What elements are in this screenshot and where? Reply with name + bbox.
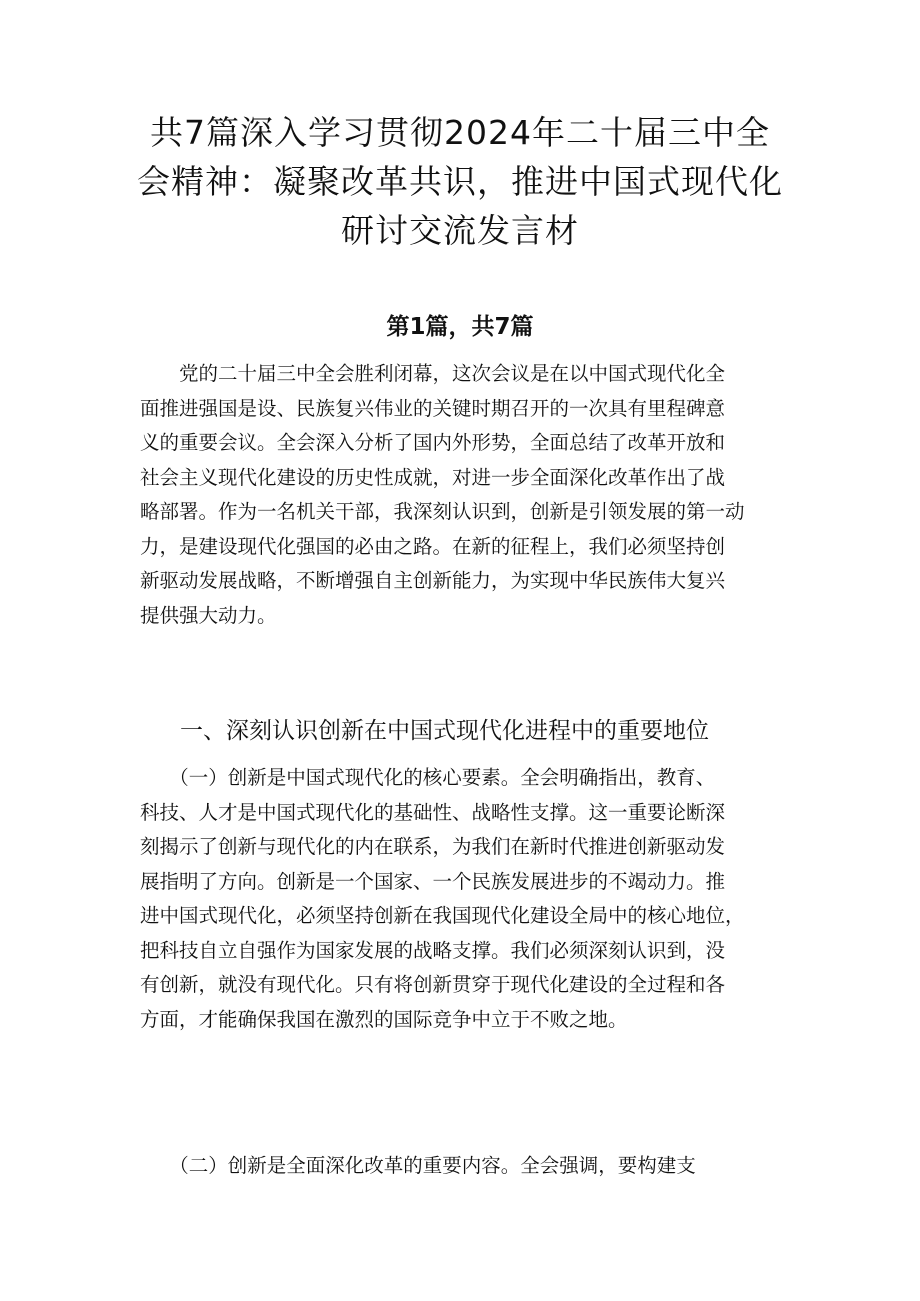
section1-paragraph [140,761,782,1037]
document-title [130,108,790,255]
paragraph-line: 提供强大动力。 [140,603,277,627]
paragraph-line: 党的二十届三中全会胜利闭幕，这次会议是在以中国式现代化全 [140,362,726,385]
intro-paragraph [140,357,782,633]
paragraph-line: 面推进强国是设、民族复兴伟业的关键时期召开的一次具有里程碑意 [140,396,726,420]
section2-paragraph [140,1149,782,1184]
title-line: 共7篇深入学习贯彻2024年二十届三中全 [150,113,770,152]
paragraph-line: 进中国式现代化，必须坚持创新在我国现代化建设全局中的核心地位， [140,904,745,927]
paragraph-line: 略部署。作为一名机关干部，我深刻认识到，创新是引领发展的第一动 [140,500,745,523]
paragraph-line: 社会主义现代化建设的历史性成就，对进一步全面深化改革作出了战 [140,465,726,489]
title-line: 研讨交流发言材 [341,211,579,250]
paragraph-line: 把科技自立自强作为国家发展的战略支撑。我们必须深刻认识到，没 [140,938,726,962]
paragraph-line: 有创新，就没有现代化。只有将创新贯穿于现代化建设的全过程和各 [140,973,726,996]
paragraph-line: 义的重要会议。全会深入分析了国内外形势，全面总结了改革开放和 [140,431,726,454]
paragraph-line: 刻揭示了创新与现代化的内在联系，为我们在新时代推进创新驱动发 [140,835,726,858]
paragraph-line: （二）创新是全面深化改革的重要内容。全会强调，要构建支 [140,1154,696,1177]
paragraph-line: 展指明了方向。创新是一个国家、一个民族发展进步的不竭动力。推 [140,869,726,893]
section-heading: 一、深刻认识创新在中国式现代化进程中的重要地位 [180,718,709,744]
paragraph-line: 科技、人才是中国式现代化的基础性、战略性支撑。这一重要论断深 [140,800,726,824]
part-heading: 第1篇，共7篇 [386,314,534,340]
paragraph-line: （一）创新是中国式现代化的核心要素。全会明确指出，教育、 [140,766,716,789]
paragraph-line: 力，是建设现代化强国的必由之路。在新的征程上，我们必须坚持创 [140,534,726,558]
paragraph-line: 新驱动发展战略，不断增强自主创新能力，为实现中华民族伟大复兴 [140,569,726,592]
paragraph-line: 方面，才能确保我国在激烈的国际竞争中立于不败之地。 [140,1007,628,1031]
title-line: 会精神：凝聚改革共识，推进中国式现代化 [137,162,783,201]
